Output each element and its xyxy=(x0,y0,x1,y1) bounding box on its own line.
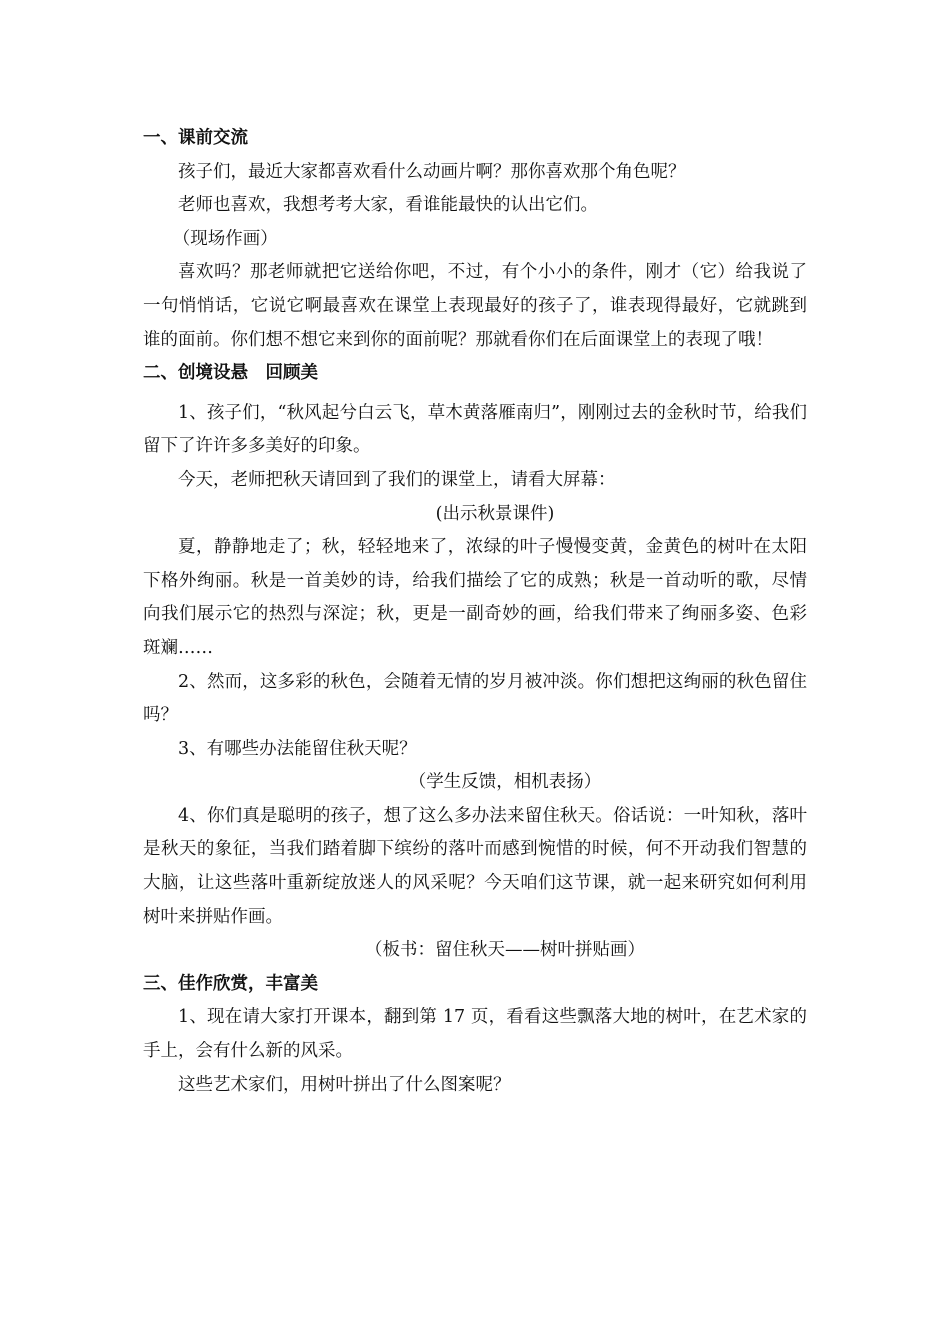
paragraph: 这些艺术家们，用树叶拼出了什么图案呢？ xyxy=(178,1074,511,1095)
section-heading-2: 二、创境设悬 回顾美 xyxy=(143,363,318,384)
paragraph: 4、你们真是聪明的孩子，想了这么多办法来留住秋天。俗话说：一叶知秋，落叶是秋天的象征，当我们踏着脚下缤纷的落叶而感到惋惜的时候，何不开动我们智慧的大脑，让这些落叶重新绽放迷人的风采呢？今天咱们这节课，就一起来研究如何利用树叶来拼贴作画。 xyxy=(143,805,807,927)
paragraph: 1、孩子们，“秋风起兮白云飞，草木黄落雁南归”，刚刚过去的金秋时节，给我们留下了许许多多美好的印象。 xyxy=(143,402,807,457)
stage-note: (出示秋景课件) xyxy=(435,503,555,524)
paragraph: 1、现在请大家打开课本，翻到第 17 页，看看这些飘落大地的树叶，在艺术家的手上，会有什么新的风采。 xyxy=(143,1007,807,1062)
paragraph: 喜欢吗？那老师就把它送给你吧，不过，有个小小的条件，刚才（它）给我说了一句悄悄话，它说它啊最喜欢在课堂上表现最好的孩子了，谁表现得最好，它就跳到谁的面前。你们想不想它来到你的面前呢？那就看你们在后面课堂上的表现了哦！ xyxy=(143,262,807,350)
paragraph: 2、然而，这多彩的秋色，会随着无情的岁月被冲淡。你们想把这绚丽的秋色留住吗？ xyxy=(143,671,807,726)
paragraph: 孩子们，最近大家都喜欢看什么动画片啊？那你喜欢那个角色呢？ xyxy=(178,161,686,182)
stage-note: （学生反馈，相机表扬） xyxy=(408,772,602,793)
stage-note: （现场作画） xyxy=(172,228,278,249)
board-note: （板书：留住秋天——树叶拼贴画） xyxy=(365,940,645,961)
section-heading-3: 三、佳作欣赏，丰富美 xyxy=(143,973,318,994)
paragraph: 夏，静静地走了；秋，轻轻地来了，浓绿的叶子慢慢变黄，金黄色的树叶在太阳下格外绚丽。秋是一首美妙的诗，给我们描绘了它的成熟；秋是一首动听的歌，尽情向我们展示它的热烈与深淀；秋，更是一副奇妙的画，给我们带来了绚丽多姿、色彩斑斓…… xyxy=(143,537,807,658)
paragraph: 3、有哪些办法能留住秋天呢？ xyxy=(178,738,417,759)
paragraph: 老师也喜欢，我想考考大家，看谁能最快的认出它们。 xyxy=(178,195,598,216)
section-heading-1: 一、课前交流 xyxy=(143,128,248,148)
document-page xyxy=(143,122,807,1102)
paragraph: 今天，老师把秋天请回到了我们的课堂上，请看大屏幕： xyxy=(178,469,616,490)
